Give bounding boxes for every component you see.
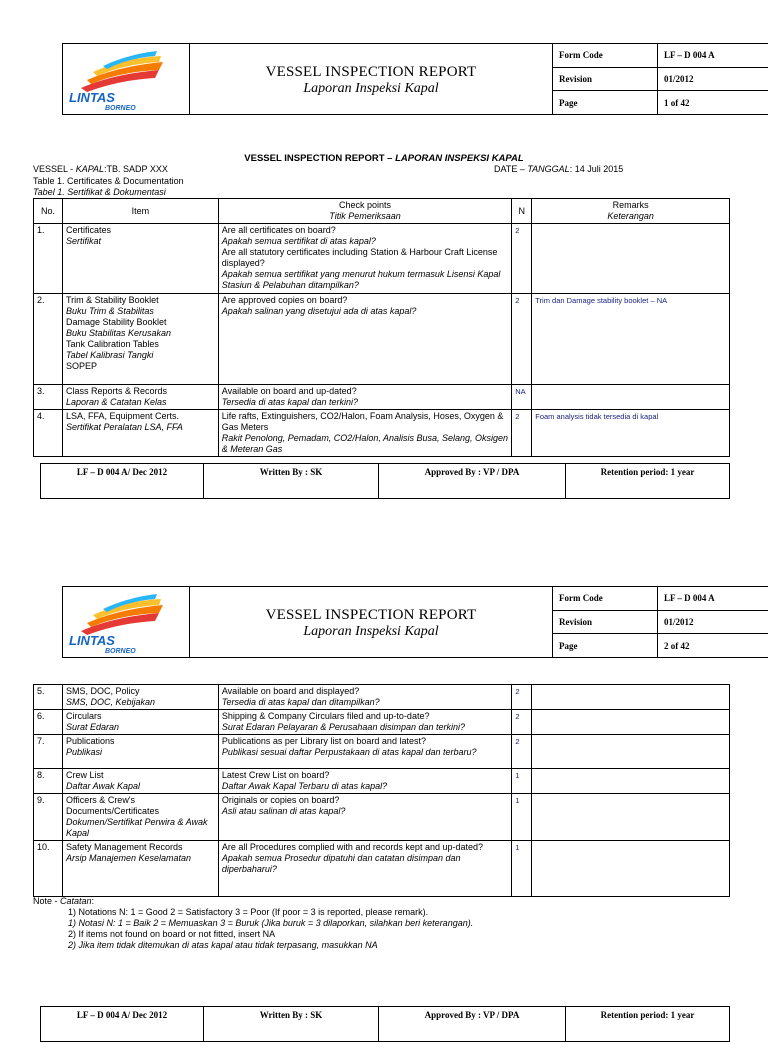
page1-header bbox=[62, 43, 730, 115]
table-row: 3. Class Reports & Records Laporan & Catatan Kelas Available on board and up-dated? Tersedia di atas kapal dan terkini? NA bbox=[34, 385, 730, 410]
table-row: 1. Certificates Sertifikat Are all certificates on board? Apakah semua sertifikat di atas kapal? Are all statutory certificates including Station & Harbour Craft License displayed? Apakah semua sertifikat yang menurut hukum termasuk Lisensi Kapal Stasiun & Pelabuhan ditampilkan? 2 bbox=[34, 224, 730, 294]
form-meta-table: Form Code LF – D 004 A Revision 01/2012 Page 2 of 42 bbox=[552, 586, 768, 658]
table-row: 2. Trim & Stability Booklet Buku Trim & Stabilitas Damage Stability Booklet Buku Stabilitas Kerusakan Tank Calibration Tables Tabel Kalibrasi Tangki SOPEP Are approved copies on board? Apakah salinan yang disetujui ada di atas kapal? 2 Trim dan Damage stability booklet – NA bbox=[34, 294, 730, 385]
table-row: 6. Circulars Surat Edaran Shipping & Company Circulars filed and up-to-date? Surat Edaran Pelayaran & Perusahaan disimpan dan terkini? 2 bbox=[34, 710, 730, 735]
report-subtitle: Laporan Inspeksi Kapal bbox=[303, 624, 439, 639]
table-title-it: Tabel 1. Sertifikat & Dokumentasi bbox=[33, 187, 166, 197]
note-line-3: 2) If items not found on board or not fitted, insert NA bbox=[68, 929, 276, 939]
note-line-2: 1) Notasi N: 1 = Baik 2 = Memuaskan 3 = Buruk (Jika buruk = 3 dilaporkan, silahkan beri keterangan). bbox=[68, 918, 474, 928]
report-subtitle: Laporan Inspeksi Kapal bbox=[303, 81, 439, 96]
note-label: Note - Catatan: bbox=[33, 896, 95, 906]
svg-text:LINTAS: LINTAS bbox=[69, 90, 115, 105]
table-row: 7. Publications Publikasi Publications as per Library list on board and latest? Publikasi sesuai daftar Perpustakaan di atas kapal dan terbaru? 2 bbox=[34, 735, 730, 769]
report-heading: VESSEL INSPECTION REPORT – LAPORAN INSPEKSI KAPAL bbox=[244, 153, 524, 164]
table-row: 10. Safety Management Records Arsip Manajemen Keselamatan Are all Procedures complied with and records kept and up-dated? Apakah semua Prosedur dipatuhi dan catatan disimpan dan diperbaharui? 1 bbox=[34, 841, 730, 897]
table-row: 5. SMS, DOC, Policy SMS, DOC, Kebijakan Available on board and displayed? Tersedia di atas kapal dan ditampilkan? 2 bbox=[34, 685, 730, 710]
report-title: VESSEL INSPECTION REPORT bbox=[265, 64, 477, 80]
table-header-row: No. Item Check points Titik Pemeriksaan N Remarks Keterangan bbox=[34, 199, 730, 224]
table-row: 9. Officers & Crew's Documents/Certificates Dokumen/Sertifikat Perwira & Awak Kapal Originals or copies on board? Asli atau salinan di atas kapal? 1 bbox=[34, 794, 730, 841]
form-meta-table: Form Code LF – D 004 A Revision 01/2012 Page 1 of 42 bbox=[552, 43, 768, 115]
report-title: VESSEL INSPECTION REPORT bbox=[265, 607, 477, 623]
vessel-line: VESSEL - KAPAL:TB. SADP XXX bbox=[33, 164, 168, 174]
lintas-borneo-logo bbox=[62, 43, 190, 115]
checklist-table-page2 bbox=[33, 684, 730, 897]
page2-header bbox=[62, 586, 730, 658]
table-row: 8. Crew List Daftar Awak Kapal Latest Crew List on board? Daftar Awak Kapal Terbaru di atas kapal? 1 bbox=[34, 769, 730, 794]
note-line-1: 1) Notations N: 1 = Good 2 = Satisfactory 3 = Poor (If poor = 3 is reported, please remark). bbox=[68, 907, 429, 917]
svg-text:BORNEO: BORNEO bbox=[105, 648, 136, 655]
page1-footer: LF – D 004 A/ Dec 2012 Written By : SK Approved By : VP / DPA Retention period: 1 year bbox=[40, 463, 730, 499]
date-line: DATE – TANGGAL: 14 Juli 2015 bbox=[494, 164, 624, 174]
table-title: Table 1. Certificates & Documentation bbox=[33, 176, 184, 186]
checklist-table-page1 bbox=[33, 198, 730, 457]
lintas-borneo-logo bbox=[62, 586, 190, 658]
table-row: 4. LSA, FFA, Equipment Certs. Sertifikat Peralatan LSA, FFA Life rafts, Extinguishers, CO2/Halon, Foam Analysis, Hoses, Oxygen & Gas Meters Rakit Penolong, Pemadam, CO2/Halon, Analisis Busa, Selang, Oksigen & Meteran Gas 2 Foam analysis tidak tersedia di kapal bbox=[34, 410, 730, 457]
svg-text:BORNEO: BORNEO bbox=[105, 105, 136, 112]
svg-text:LINTAS: LINTAS bbox=[69, 633, 115, 648]
note-line-4: 2) Jika item tidak ditemukan di atas kapal atau tidak terpasang, masukkan NA bbox=[68, 940, 378, 950]
page2-footer: LF – D 004 A/ Dec 2012 Written By : SK Approved By : VP / DPA Retention period: 1 year bbox=[40, 1006, 730, 1042]
